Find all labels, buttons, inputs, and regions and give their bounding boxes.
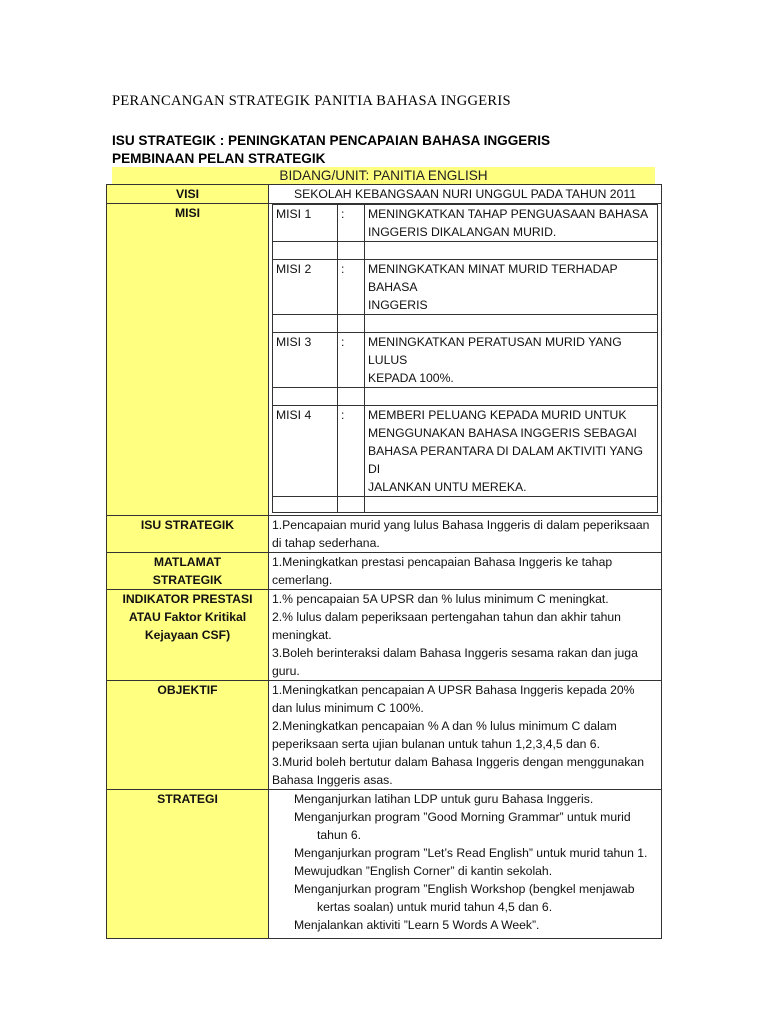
row-isu-strategik xyxy=(107,516,662,553)
label-isu-strategik: ISU STRATEGIK xyxy=(107,516,269,553)
row-indikator-prestasi xyxy=(107,590,662,681)
misi-number: MISI 3 xyxy=(273,333,338,388)
misi-colon: : xyxy=(338,333,365,388)
objektif-line: 3.Murid boleh bertutur dalam Bahasa Inggeris dengan menggunakan xyxy=(272,755,644,769)
label-line: MATLAMAT xyxy=(153,555,222,569)
misi-number: MISI 1 xyxy=(273,205,338,242)
misi-colon: : xyxy=(338,406,365,497)
misi-text xyxy=(365,205,658,242)
bidang-unit-bar: BIDANG/UNIT: PANITIA ENGLISH xyxy=(112,167,655,184)
misi-line: MENINGKATKAN PERATUSAN MURID YANG LULUS xyxy=(368,335,622,367)
misi-line: INGGERIS xyxy=(368,298,428,312)
strategi-item: Menjalankan aktiviti ”Learn 5 Words A Week”. xyxy=(294,918,540,932)
row-matlamat-strategik xyxy=(107,553,662,590)
row-misi xyxy=(107,204,662,516)
label-line: INDIKATOR PRESTASI xyxy=(122,592,253,606)
value-isu-strategik xyxy=(269,516,662,553)
misi-text xyxy=(365,333,658,388)
value-matlamat-strategik xyxy=(269,553,662,590)
objektif-line: 1.Meningkatkan pencapaian A UPSR Bahasa Inggeris kepada 20% xyxy=(272,683,635,697)
value-strategi xyxy=(269,790,662,939)
label-indikator-prestasi xyxy=(107,590,269,681)
misi-colon: : xyxy=(338,205,365,242)
label-line: ATAU Faktor Kritikal xyxy=(128,610,247,624)
label-line: STRATEGIK xyxy=(152,573,223,587)
label-misi: MISI xyxy=(107,204,269,516)
indikator-line: 2.% lulus dalam peperiksaan pertengahan tahun dan akhir tahun xyxy=(272,610,621,624)
misi-line: INGGERIS DIKALANGAN MURID. xyxy=(368,225,557,239)
document-title: PERANCANGAN STRATEGIK PANITIA BAHASA INGGERIS xyxy=(112,93,511,109)
heading-pembinaan-pelan: PEMBINAAN PELAN STRATEGIK xyxy=(112,151,326,166)
misi-text xyxy=(365,260,658,315)
matlamat-line: 1.Meningkatkan prestasi pencapaian Bahasa Inggeris ke tahap xyxy=(272,555,613,569)
misi-item xyxy=(273,205,658,242)
isu-line: 1.Pencapaian murid yang lulus Bahasa Inggeris di dalam peperiksaan xyxy=(272,518,650,532)
strategi-item: Menganjurkan program ”Good Morning Grammar” untuk murid xyxy=(294,810,631,824)
label-visi: VISI xyxy=(107,185,269,204)
label-matlamat-strategik xyxy=(107,553,269,590)
misi-list xyxy=(272,204,658,513)
value-visi: SEKOLAH KEBANGSAAN NURI UNGGUL PADA TAHUN 2011 xyxy=(269,185,662,204)
objektif-line: dan lulus minimum C 100%. xyxy=(272,701,424,715)
strategi-item: Menganjurkan program ”English Workshop (bengkel menjawab xyxy=(294,882,635,896)
row-strategi xyxy=(107,790,662,939)
misi-line: BAHASA PERANTARA DI DALAM AKTIVITI YANG DI xyxy=(368,444,643,476)
value-indikator-prestasi xyxy=(269,590,662,681)
isu-line: di tahap sederhana. xyxy=(272,536,380,550)
objektif-line: Bahasa Inggeris asas. xyxy=(272,773,393,787)
misi-item xyxy=(273,333,658,388)
misi-line: JALANKAN UNTU MEREKA. xyxy=(368,480,527,494)
misi-number: MISI 4 xyxy=(273,406,338,497)
heading-isu-strategik: ISU STRATEGIK : PENINGKATAN PENCAPAIAN BAHASA INGGERIS xyxy=(112,133,551,148)
row-visi xyxy=(107,185,662,204)
misi-colon: : xyxy=(338,260,365,315)
misi-number: MISI 2 xyxy=(273,260,338,315)
misi-line: MENINGKATKAN TAHAP PENGUASAAN BAHASA xyxy=(368,207,649,221)
misi-item xyxy=(273,260,658,315)
misi-line: MEMBERI PELUANG KEPADA MURID UNTUK xyxy=(368,408,627,422)
indikator-line: meningkat. xyxy=(272,628,332,642)
label-strategi: STRATEGI xyxy=(107,790,269,939)
misi-line: KEPADA 100%. xyxy=(368,371,454,385)
strategi-item: Menganjurkan program ”Let’s Read English” untuk murid tahun 1. xyxy=(294,846,648,860)
misi-line: MENINGKATKAN MINAT MURID TERHADAP BAHASA xyxy=(368,262,618,294)
row-objektif xyxy=(107,681,662,790)
indikator-line: 3.Boleh berinteraksi dalam Bahasa Inggeris sesama rakan dan juga xyxy=(272,646,638,660)
objektif-line: peperiksaan serta ujian bulanan untuk tahun 1,2,3,4,5 dan 6. xyxy=(272,737,600,751)
misi-line: MENGGUNAKAN BAHASA INGGERIS SEBAGAI xyxy=(368,426,637,440)
matlamat-line: cemerlang. xyxy=(272,573,333,587)
strategi-item-continued: kertas soalan) untuk murid tahun 4,5 dan 6. xyxy=(317,900,553,914)
misi-item xyxy=(273,406,658,497)
indikator-line: 1.% pencapaian 5A UPSR dan % lulus minimum C meningkat. xyxy=(272,592,609,606)
value-objektif xyxy=(269,681,662,790)
label-objektif: OBJEKTIF xyxy=(107,681,269,790)
value-misi xyxy=(269,204,662,516)
indikator-line: guru. xyxy=(272,664,300,678)
misi-text xyxy=(365,406,658,497)
strategi-item: Menganjurkan latihan LDP untuk guru Bahasa Inggeris. xyxy=(294,792,594,806)
objektif-line: 2.Meningkatkan pencapaian % A dan % lulus minimum C dalam xyxy=(272,719,617,733)
label-line: Kejayaan CSF) xyxy=(144,628,231,642)
strategi-item-continued: tahun 6. xyxy=(317,828,362,842)
strategi-item: Mewujudkan ”English Corner” di kantin sekolah. xyxy=(294,864,553,878)
strategic-plan-table xyxy=(106,184,662,939)
